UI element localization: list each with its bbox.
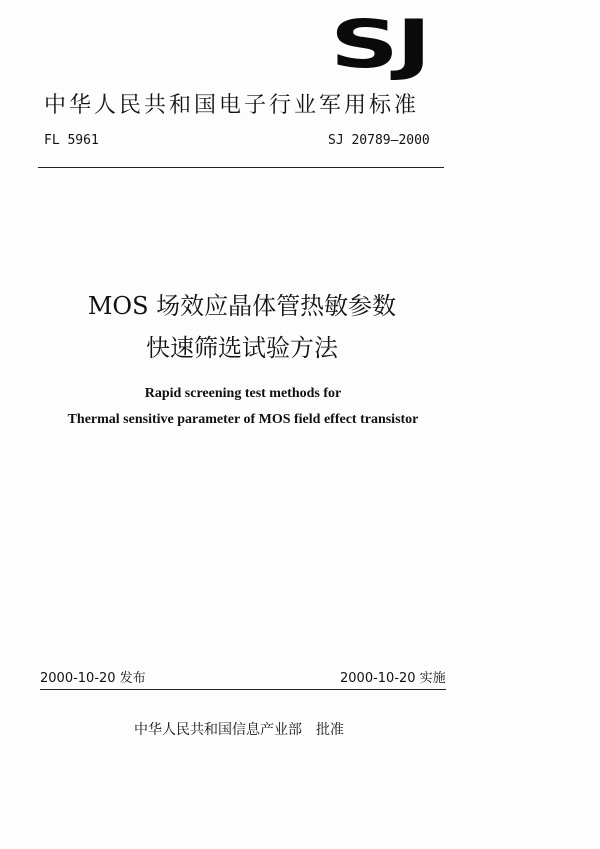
approval-word: 批准	[316, 722, 344, 738]
sj-logo: SJ	[330, 6, 429, 83]
english-title-line-2: Thermal sensitive parameter of MOS field effect transistor	[67, 412, 419, 427]
approval-line	[134, 719, 344, 739]
standard-number: SJ 20789—2000	[328, 133, 430, 148]
footer-divider	[40, 689, 446, 690]
chinese-title-line-2: 快速筛选试验方法	[146, 334, 338, 362]
approving-authority: 中华人民共和国信息产业部	[134, 722, 302, 738]
header-divider	[38, 167, 444, 168]
implementation-date: 2000-10-20 实施	[340, 671, 446, 686]
standard-category-title: 中华人民共和国电子行业军用标准	[44, 93, 420, 118]
issue-date: 2000-10-20 发布	[40, 671, 146, 686]
english-title-line-1: Rapid screening test methods for	[144, 386, 342, 401]
classification-code: FL 5961	[44, 133, 99, 148]
chinese-title-line-1: MOS 场效应晶体管热敏参数	[87, 292, 397, 320]
